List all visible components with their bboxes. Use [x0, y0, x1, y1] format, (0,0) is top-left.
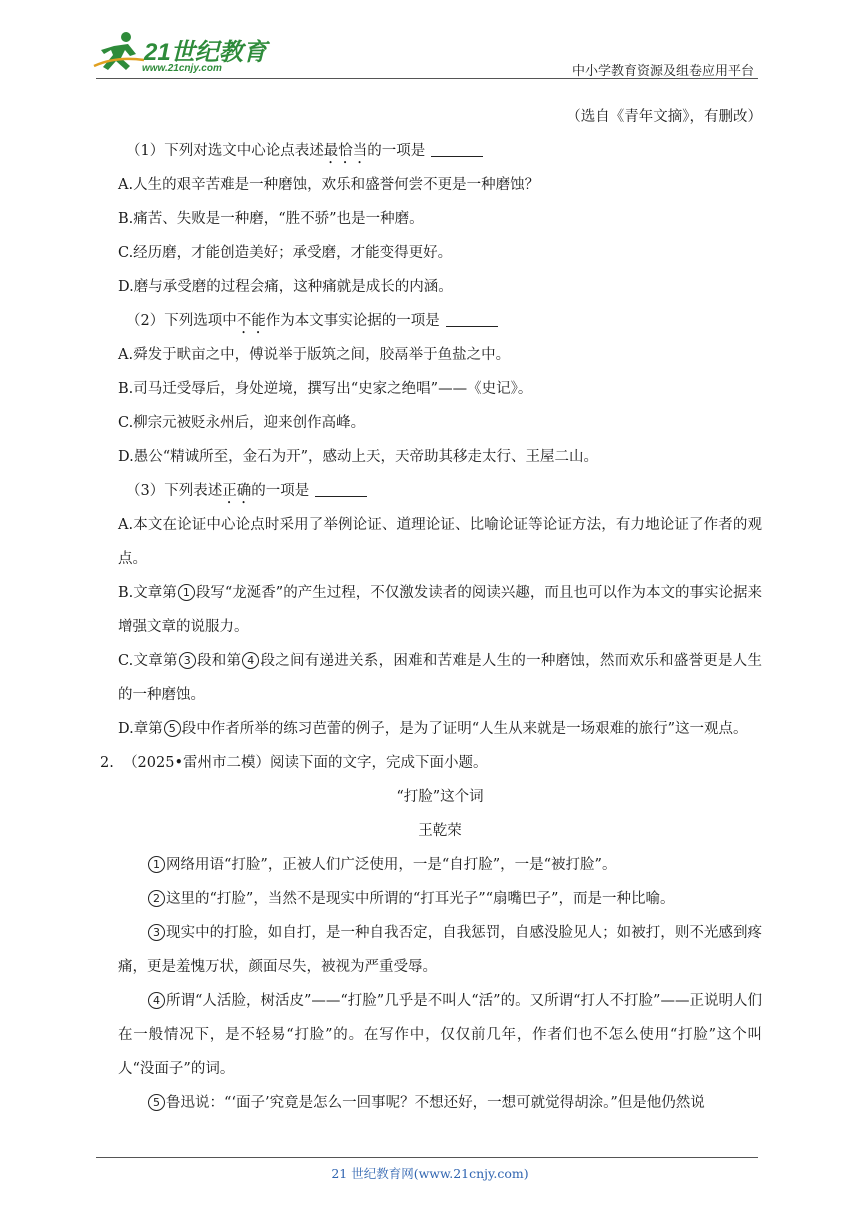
q3-option-c: C.文章第 3 段和第 4 段之间有递进关系，困难和苦难是人生的一种磨蚀，然而欢乐和盛誉更是人生的一种磨蚀。: [118, 653, 762, 703]
paragraph-number: 3: [179, 652, 196, 669]
runner-icon: [92, 30, 148, 76]
paragraph-number: 1: [178, 584, 195, 601]
q1-option-a: A.人生的艰辛苦难是一种磨蚀，欢乐和盛誉何尝不更是一种磨蚀？: [118, 177, 540, 193]
page-footer[interactable]: 21 世纪教育网(www.21cnjy.com): [331, 1166, 529, 1181]
q3-option-d: D.章第 5 段中作者所举的练习芭蕾的例子，是为了证明“人生从来就是一场艰难的旅行”这一观点。: [118, 721, 748, 737]
paragraph-number: 4: [242, 652, 259, 669]
article-paragraph-3: 3 现实中的打脸，如自打，是一种自我否定，自我惩罚，自感没脸见人；如被打，则不光感到疼痛，更是羞愧万状，颜面尽失，被视为严重受辱。: [118, 925, 762, 975]
article-paragraph-5: 5 鲁迅说：“‘面子’究竟是怎么一回事呢？不想还好，一想可就觉得胡涂。”但是他仍然说: [118, 1086, 762, 1120]
question-3-stem: （3）下列表述正确的一项是: [118, 474, 762, 508]
q2-option-a: A.舜发于畎亩之中，傅说举于版筑之间，胶鬲举于鱼盐之中。: [118, 347, 511, 363]
paragraph-number: 2: [148, 890, 165, 907]
document-body: [100, 100, 763, 1120]
q2-option-c: C.柳宗元被贬永州后，迎来创作高峰。: [118, 415, 366, 431]
q1-option-b: B.痛苦、失败是一种磨，“胜不骄”也是一种磨。: [118, 211, 424, 227]
source-note: （选自《青年文摘》，有删改）: [566, 109, 762, 125]
article-paragraph-2: 2 这里的“打脸”，当然不是现实中所谓的“打耳光子”“扇嘴巴子”，而是一种比喻。: [118, 882, 762, 916]
q1-option-d: D.磨与承受磨的过程会痛，这种痛就是成长的内涵。: [118, 279, 453, 295]
site-logo: [92, 30, 267, 80]
paragraph-number: 3: [148, 924, 165, 941]
article-title: “打脸”这个词: [396, 789, 484, 805]
emphasis-text: 最恰当: [323, 143, 368, 159]
page-header: [0, 0, 860, 90]
emphasis-text: 正确: [222, 483, 252, 499]
answer-blank[interactable]: [431, 142, 483, 157]
q2-option-b: B.司马迁受辱后，身处逆境，撰写出“史家之绝唱”——《史记》。: [118, 381, 533, 397]
paragraph-number: 1: [148, 856, 165, 873]
q1-option-c: C.经历磨，才能创造美好；承受磨，才能变得更好。: [118, 245, 453, 261]
paragraph-number: 4: [148, 992, 165, 1009]
platform-label: 中小学教育资源及组卷应用平台: [571, 64, 754, 79]
question-1-stem: （1）下列对选文中心论点表述最恰当的一项是: [118, 134, 762, 168]
emphasis-text: 不能: [236, 313, 266, 329]
answer-blank[interactable]: [446, 312, 498, 327]
logo-url: www.21cnjy.com: [142, 63, 222, 74]
paragraph-number: 5: [148, 1094, 165, 1111]
footer-divider: [96, 1157, 758, 1158]
q3-option-b: B.文章第 1 段写“龙涎香”的产生过程，不仅激发读者的阅读兴趣，而且也可以作为本文的事实论据来增强文章的说服力。: [118, 585, 763, 635]
article-author: 王乾荣: [418, 823, 462, 839]
question-2-heading: 2. （2025•雷州市二模）阅读下面的文字，完成下面小题。: [100, 755, 488, 771]
question-number: 2.: [100, 755, 114, 771]
question-2-stem: （2）下列选项中不能作为本文事实论据的一项是: [118, 304, 762, 338]
paragraph-number: 5: [164, 720, 181, 737]
logo-wordmark: 21世纪教育: [144, 39, 267, 66]
article-paragraph-4: 4 所谓“人活脸，树活皮”——“打脸”几乎是不叫人“活”的。又所谓“打人不打脸”——正说明人们在一般情况下，是不轻易“打脸”的。在写作中，仅仅前几年，作者们也不怎么使用“打脸”这个叫人“没面子”的词。: [118, 993, 762, 1077]
q2-option-d: D.愚公“精诚所至，金石为开”，感动上天，天帝助其移走太行、王屋二山。: [118, 449, 599, 465]
answer-blank[interactable]: [315, 482, 367, 497]
article-paragraph-1: 1 网络用语“打脸”，正被人们广泛使用，一是“自打脸”，一是“被打脸”。: [118, 848, 762, 882]
header-divider: [96, 78, 758, 79]
q3-option-a: A.本文在论证中心论点时采用了举例论证、道理论证、比喻论证等论证方法，有力地论证了作者的观点。: [118, 517, 762, 567]
